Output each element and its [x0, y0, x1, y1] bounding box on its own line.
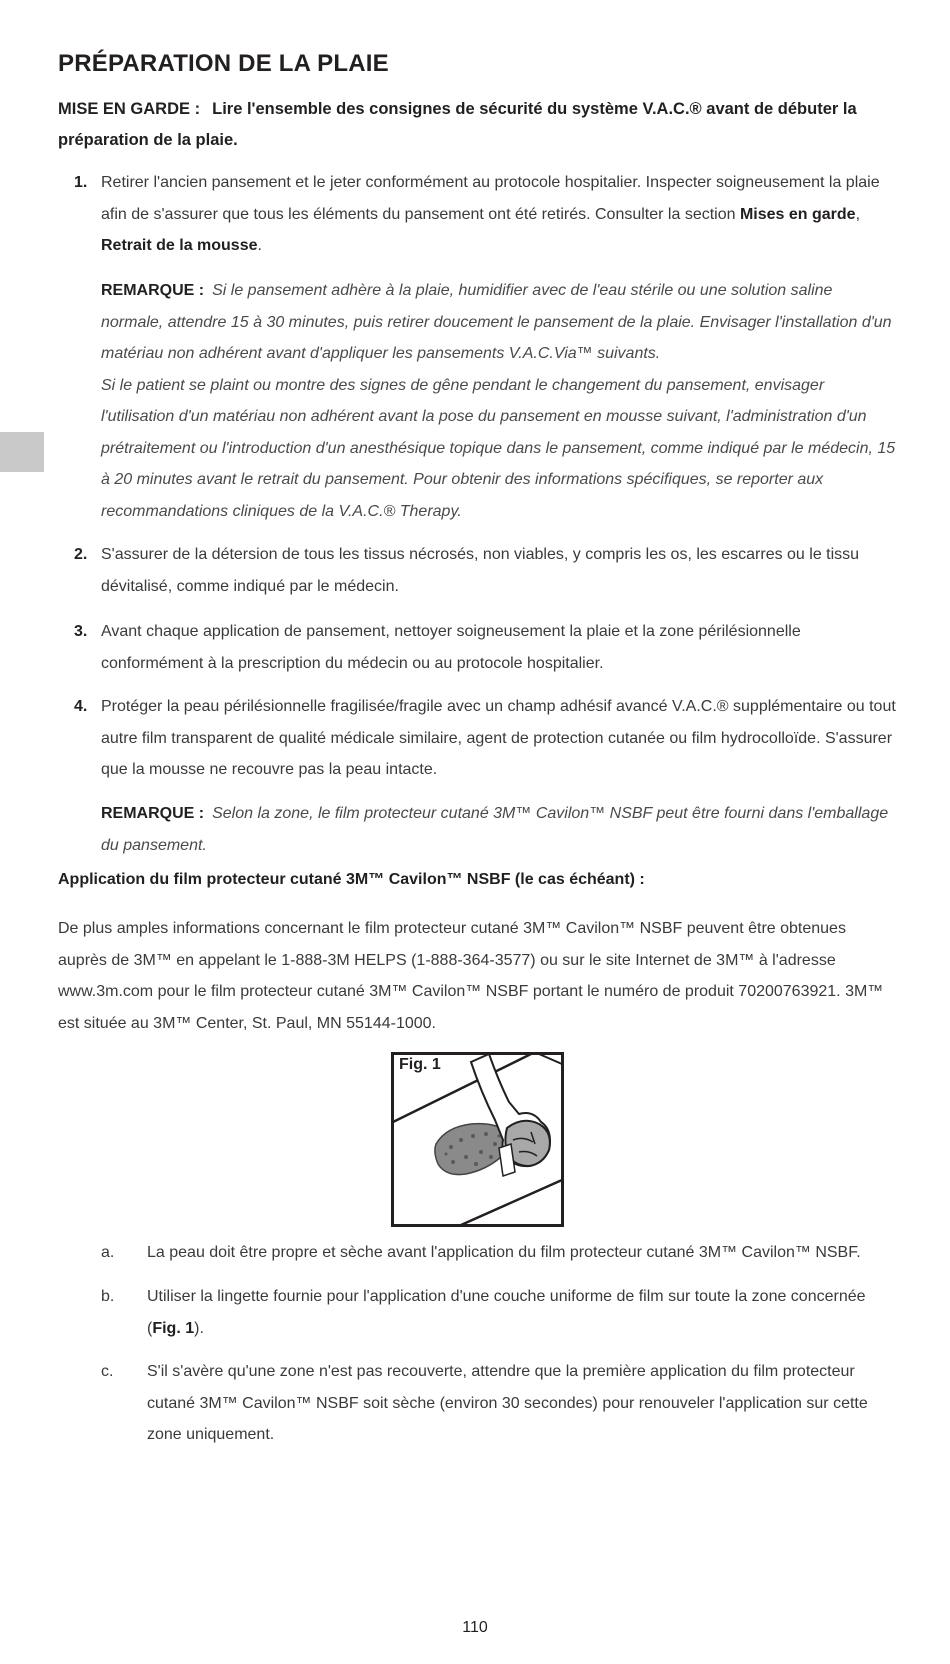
step-number: 2.: [74, 546, 88, 563]
info-paragraph: De plus amples informations concernant le film protecteur cutané 3M™ Cavilon™ NSBF peuvent être obtenues auprès de 3M™ en appelant le 1-888-3M HELPS (1-888-364-3577) ou sur le site Internet de 3M™ à l'adresse www.3m.com pour le film protecteur cutané 3M™ Cavilon™ NSBF portant le numéro de produit 70200763921. 3M™ est située au 3M™ Center, St. Paul, MN 55144-1000.: [58, 920, 884, 1032]
note-remarque-1: [101, 275, 896, 527]
substep-letter: c.: [101, 1363, 114, 1380]
subheading-cavilon: Application du film protecteur cutané 3M™ Cavilon™ NSBF (le cas échéant) :: [58, 871, 645, 888]
figure-reference: Fig. 1: [152, 1319, 195, 1337]
substep-text: S'il s'avère qu'une zone n'est pas recouverte, attendre que la première application du film protecteur cutané 3M™ Cavilon™ NSBF soit sèche (environ 30 secondes) pour renouveler l'application sur cette zone uniquement.: [147, 1363, 868, 1443]
step-number: 4.: [74, 698, 88, 715]
warning-label: MISE EN GARDE :: [58, 100, 201, 118]
note-text-b: Si le patient se plaint ou montre des signes de gêne pendant le changement du pansement, envisager l'utilisation d'un matériau non adhérent avant la pose du pansement en mousse suivant, l'administration d'un prétraitement ou l'introduction d'un anesthésique topique dans le pansement, comme indiqué par le médecin, 15 à 20 minutes avant le retrait du pansement. Pour obtenir des informations spécifiques, se reporter aux recommandations cliniques de la V.A.C.® Therapy.: [101, 376, 896, 520]
note-label: REMARQUE :: [101, 282, 205, 299]
link-retrait-mousse: Retrait de la mousse: [101, 237, 258, 254]
note-label: REMARQUE :: [101, 805, 205, 822]
substep-c: [101, 1356, 901, 1451]
section-tab-marker: [0, 432, 44, 472]
figure-1-label: Fig. 1: [399, 1056, 441, 1073]
warning-text: Lire l'ensemble des consignes de sécurité du système V.A.C.® avant de débuter la préparation de la plaie.: [58, 100, 857, 149]
step-number: 1.: [74, 174, 88, 191]
step-text: Retirer l'ancien pansement et le jeter conformément au protocole hospitalier. Inspecter soigneusement la plaie afin de s'assurer que tous les éléments du pansement ont été retirés. Consulter la section Mises en garde, Retrait de la mousse.: [101, 174, 880, 254]
step-2: [58, 539, 898, 602]
substep-letter: b.: [101, 1288, 115, 1305]
figure-1-illustration: [391, 1052, 564, 1227]
step-3: [58, 616, 898, 679]
step-number: 3.: [74, 623, 88, 640]
step-4: [58, 691, 898, 786]
step-1: [58, 167, 898, 262]
substep-a: [101, 1237, 901, 1269]
page-title: PRÉPARATION DE LA PLAIE: [58, 50, 389, 77]
step-text: Protéger la peau périlésionnelle fragilisée/fragile avec un champ adhésif avancé V.A.C.® supplémentaire ou tout autre film transparent de qualité médicale similaire, agent de protection cutanée ou film hydrocolloïde. S'assurer que la mousse ne recouvre pas la peau intacte.: [101, 698, 896, 778]
step-text: Avant chaque application de pansement, nettoyer soigneusement la plaie et la zone périlésionnelle conformément à la prescription du médecin ou au protocole hospitalier.: [101, 623, 801, 672]
link-mises-en-garde: Mises en garde: [739, 205, 856, 223]
substep-text: La peau doit être propre et sèche avant l'application du film protecteur cutané 3M™ Cavilon™ NSBF.: [147, 1244, 861, 1261]
note-text-a: Si le pansement adhère à la plaie, humidifier avec de l'eau stérile ou une solution saline normale, attendre 15 à 30 minutes, puis retirer doucement le pansement de la plaie. Envisager l'installation d'un matériau non adhérent avant d'appliquer les pansements V.A.C.Via™ suivants.: [101, 282, 892, 362]
page-number: 110: [462, 1619, 488, 1636]
step-text: S'assurer de la détersion de tous les tissus nécrosés, non viables, y compris les os, les escarres ou le tissu dévitalisé, comme indiqué par le médecin.: [101, 546, 860, 595]
substep-b: [101, 1281, 901, 1344]
note-remarque-2: [101, 798, 896, 861]
note-text: Selon la zone, le film protecteur cutané 3M™ Cavilon™ NSBF peut être fourni dans l'emballage du pansement.: [101, 805, 889, 854]
substep-letter: a.: [101, 1244, 115, 1261]
warning-block: [58, 94, 898, 156]
substep-text: Utiliser la lingette fournie pour l'application d'une couche uniforme de film sur toute la zone concernée (Fig. 1).: [147, 1288, 866, 1337]
